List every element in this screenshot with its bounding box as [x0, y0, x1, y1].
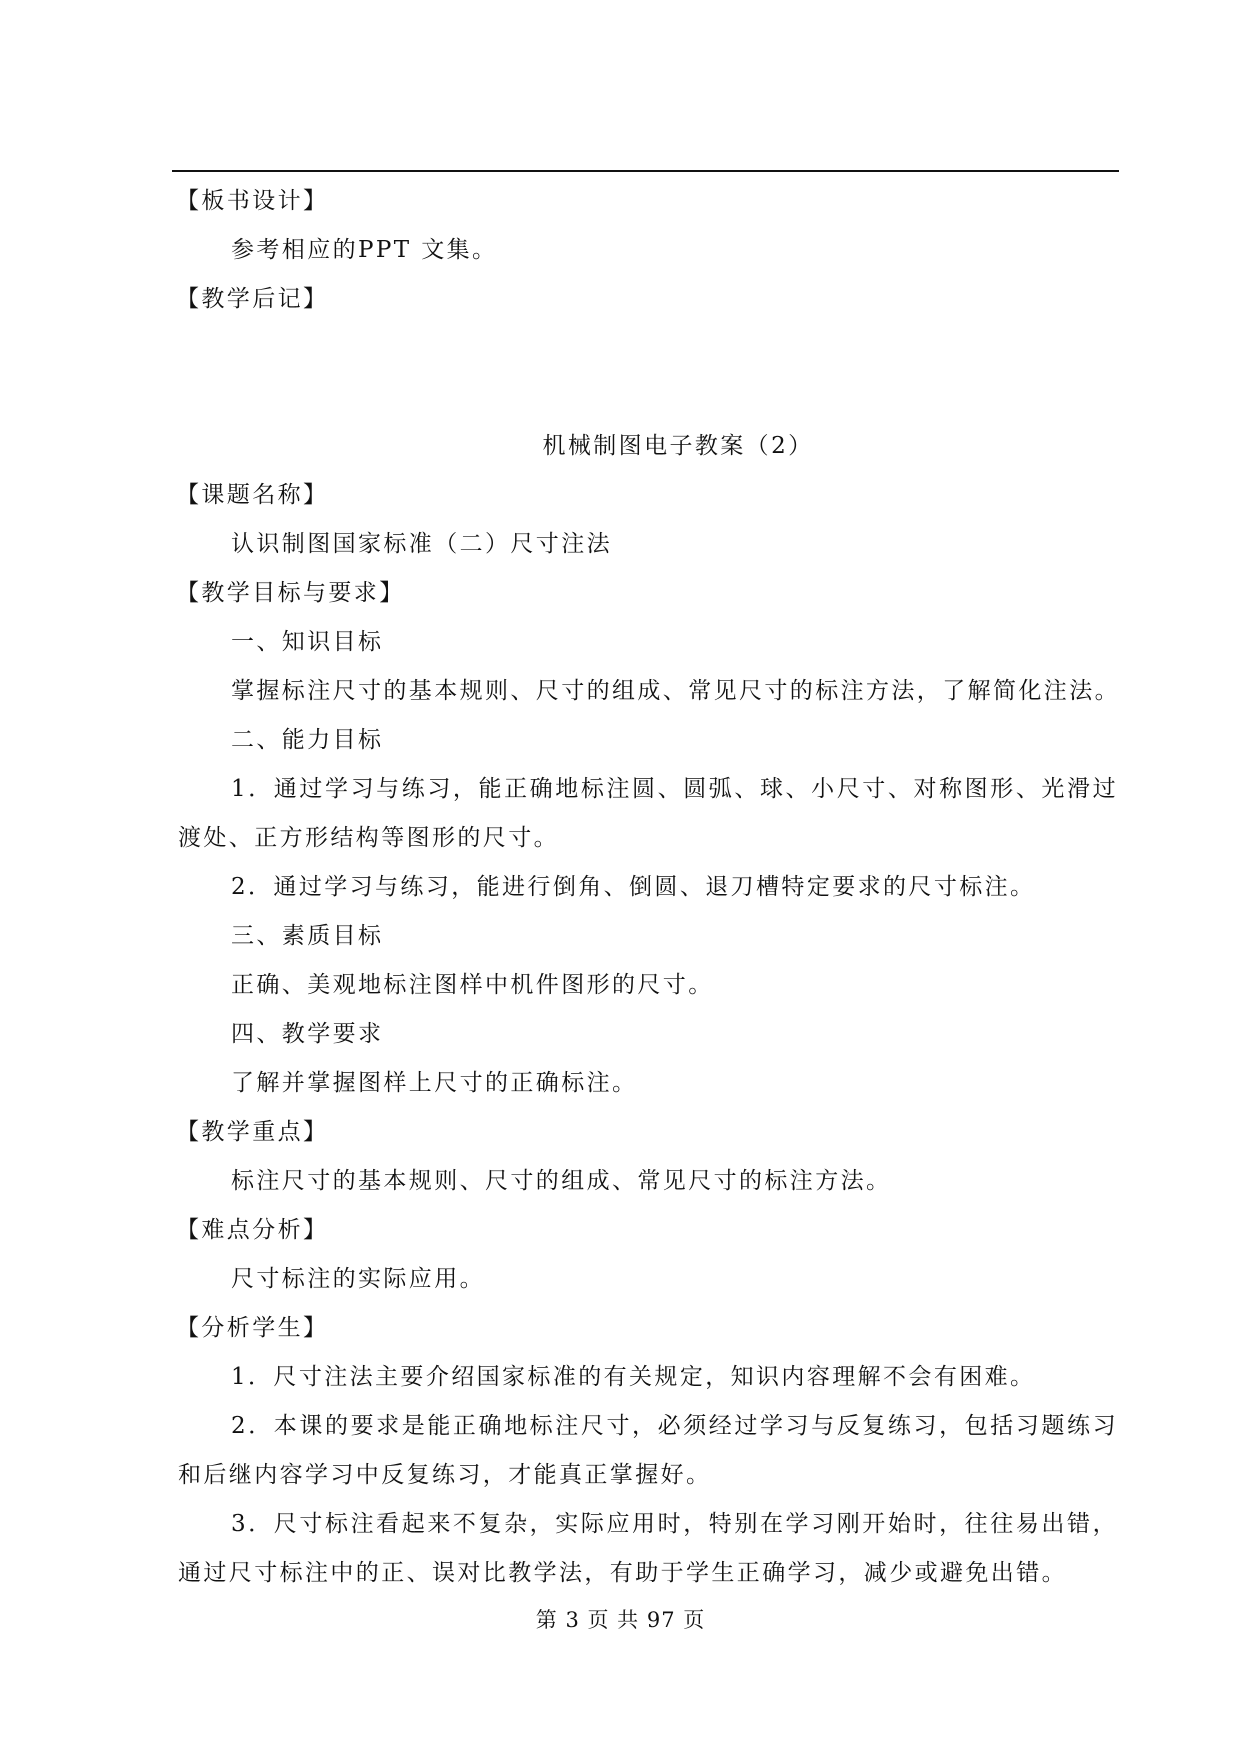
header-rule [172, 170, 1119, 172]
requirements-heading: 四、教学要求 [231, 1021, 384, 1047]
students-item-1: 1．尺寸注法主要介绍国家标准的有关规定，知识内容理解不会有困难。 [231, 1364, 1036, 1390]
ability-item-1: 1．通过学习与练习，能正确地标注圆、圆弧、球、小尺寸、对称图形、光滑过渡处、正方形结构等图形的尺寸。 [178, 776, 1118, 851]
teaching-notes-heading: 【教学后记】 [176, 286, 329, 312]
students-item-2: 2．本课的要求是能正确地标注尺寸，必须经过学习与反复练习，包括习题练习和后继内容学习中反复练习，才能真正掌握好。 [178, 1413, 1118, 1488]
students-heading: 【分析学生】 [176, 1315, 329, 1341]
topic-text: 认识制图国家标准（二）尺寸注法 [231, 531, 612, 557]
knowledge-text: 掌握标注尺寸的基本规则、尺寸的组成、常见尺寸的标注方法，了解简化注法。 [231, 678, 1120, 704]
section-gap [178, 324, 1118, 422]
quality-text: 正确、美观地标注图样中机件图形的尺寸。 [231, 972, 714, 998]
ability-heading: 二、能力目标 [231, 727, 384, 753]
knowledge-heading: 一、知识目标 [231, 629, 384, 655]
board-design-heading: 【板书设计】 [176, 188, 329, 214]
board-design-text: 参考相应的PPT 文集。 [231, 237, 498, 263]
key-points-text: 标注尺寸的基本规则、尺寸的组成、常见尺寸的标注方法。 [231, 1168, 892, 1194]
ability-item-2: 2．通过学习与练习，能进行倒角、倒圆、退刀槽特定要求的尺寸标注。 [231, 874, 1036, 900]
difficulty-text: 尺寸标注的实际应用。 [231, 1266, 485, 1292]
key-points-heading: 【教学重点】 [176, 1119, 329, 1145]
objectives-heading: 【教学目标与要求】 [176, 580, 405, 606]
students-item-3: 3．尺寸标注看起来不复杂，实际应用时，特别在学习刚开始时，往往易出错，通过尺寸标注中的正、误对比教学法，有助于学生正确学习，减少或避免出错。 [178, 1511, 1118, 1586]
topic-heading: 【课题名称】 [176, 482, 329, 508]
lesson-title: 机械制图电子教案（2） [542, 433, 814, 459]
quality-heading: 三、素质目标 [231, 923, 384, 949]
document-body [178, 177, 1118, 1598]
page-number: 第 3 页 共 97 页 [535, 1608, 706, 1632]
difficulty-heading: 【难点分析】 [176, 1217, 329, 1243]
requirements-text: 了解并掌握图样上尺寸的正确标注。 [231, 1070, 638, 1096]
